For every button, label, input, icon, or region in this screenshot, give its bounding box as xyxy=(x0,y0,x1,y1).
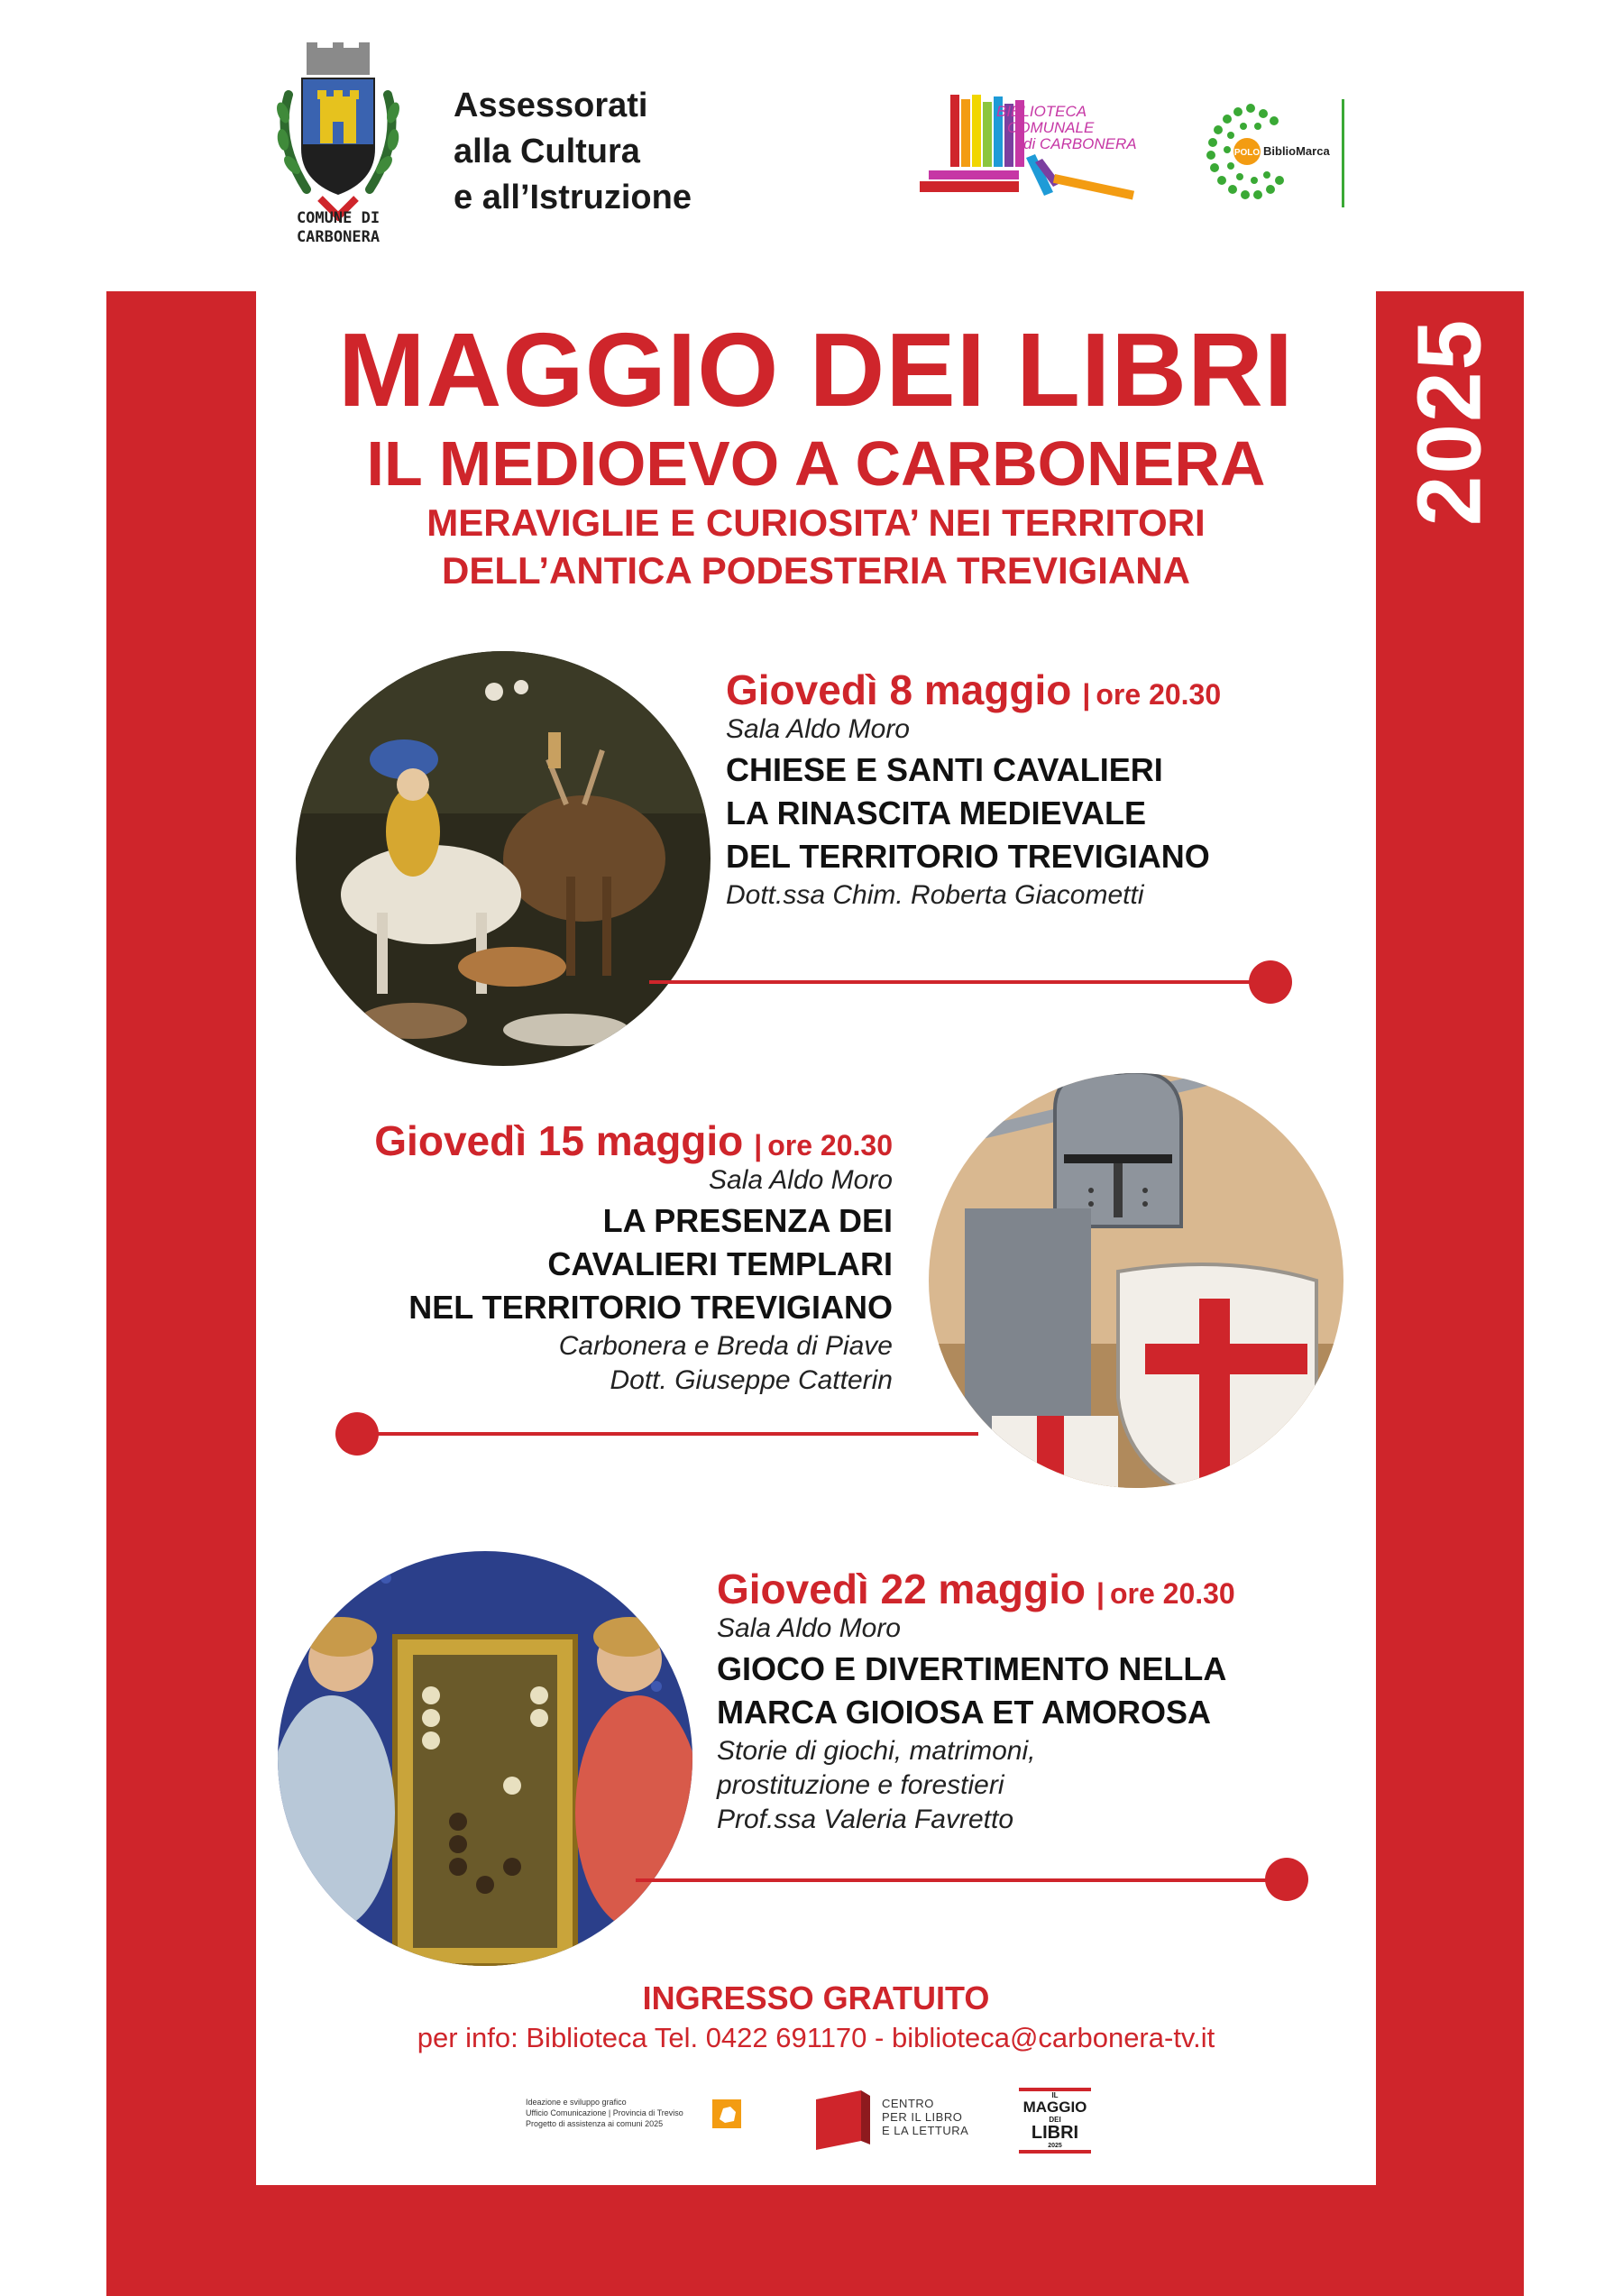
event2-title-line: NEL TERRITORIO TREVIGIANO xyxy=(408,1289,893,1326)
event1-venue: Sala Aldo Moro xyxy=(726,714,910,744)
event3-detail-line: Storie di giochi, matrimoni, xyxy=(717,1736,1036,1766)
event2-separator: | xyxy=(754,1129,763,1162)
assessorati-heading xyxy=(454,83,778,221)
main-title: MAGGIO DEI LIBRI xyxy=(338,311,1294,428)
crest-caption-line: COMUNE DI xyxy=(296,209,381,227)
event3-timeline-line xyxy=(636,1878,1285,1882)
mdl-line: LIBRI xyxy=(1031,2123,1079,2143)
event3-separator: | xyxy=(1096,1577,1105,1610)
event3-date: Giovedì 22 maggio xyxy=(717,1566,1086,1612)
maggio-dei-libri-logo xyxy=(1019,2088,1091,2154)
tagline xyxy=(256,499,1376,594)
event2-speaker: Dott. Giuseppe Catterin xyxy=(610,1365,893,1395)
event2-venue: Sala Aldo Moro xyxy=(709,1165,893,1195)
event1-block xyxy=(726,666,1375,913)
event3-detail-line: prostituzione e forestieri xyxy=(717,1770,1004,1800)
biblioteca-label xyxy=(996,104,1159,152)
event3-date-row xyxy=(717,1565,1366,1613)
event3-title-line: GIOCO E DIVERTIMENTO NELLA xyxy=(717,1650,1227,1687)
credits-line: Ideazione e sviluppo grafico xyxy=(526,2098,627,2107)
biblioteca-label-line: BIBLIOTECA xyxy=(996,103,1087,120)
event3-block xyxy=(717,1565,1366,1837)
year-vertical-label xyxy=(1378,291,1522,553)
crest-caption xyxy=(261,209,415,247)
mdl-line: 2025 xyxy=(1048,2143,1062,2149)
event3-venue: Sala Aldo Moro xyxy=(717,1613,901,1643)
cepell-label-line: E LA LETTURA xyxy=(882,2124,969,2137)
event1-painting-image xyxy=(296,651,711,1066)
event2-templar-knight-image xyxy=(929,1073,1343,1488)
mdl-line: MAGGIO xyxy=(1022,2099,1087,2116)
bibliomarca-label: BiblioMarca xyxy=(1263,144,1330,158)
crest-caption-line: CARBONERA xyxy=(296,228,381,246)
event3-timeline-dot xyxy=(1265,1858,1308,1901)
event1-date-row xyxy=(726,666,1375,714)
biblioteca-label-line: di CARBONERA xyxy=(1023,135,1137,152)
event2-title-line: CAVALIERI TEMPLARI xyxy=(547,1245,893,1282)
tagline-line: DELL’ANTICA PODESTERIA TREVIGIANA xyxy=(442,549,1190,592)
event2-detail-line: Carbonera e Breda di Piave xyxy=(558,1331,893,1361)
event3-time: ore 20.30 xyxy=(1109,1577,1235,1610)
credits-block xyxy=(526,2097,742,2129)
tagline-line: MERAVIGLIE E CURIOSITA’ NEI TERRITORI xyxy=(426,501,1206,544)
cepell-logo-icon xyxy=(816,2090,870,2150)
event1-separator: | xyxy=(1082,678,1091,711)
comune-carbonera-crest-icon xyxy=(270,41,406,221)
year-text: 2025 xyxy=(1398,317,1500,527)
polo-bibliomarca-logo-icon xyxy=(1195,99,1352,207)
assessorati-line: e all’Istruzione xyxy=(454,179,692,216)
mdl-line: DEI xyxy=(1049,2116,1061,2124)
event2-time: ore 20.30 xyxy=(767,1129,893,1162)
cepell-label-line: PER IL LIBRO xyxy=(882,2110,963,2124)
event1-date: Giovedì 8 maggio xyxy=(726,666,1072,713)
event2-block xyxy=(261,1116,893,1398)
assessorati-line: Assessorati xyxy=(454,87,648,124)
credits-line: Progetto di assistenza ai comuni 2025 xyxy=(526,2119,664,2128)
event1-timeline-line xyxy=(649,980,1271,984)
credits-line: Ufficio Comunicazione | Provincia di Treviso xyxy=(526,2108,683,2117)
assessorati-line: alla Cultura xyxy=(454,133,640,170)
mdl-line: IL xyxy=(1051,2091,1059,2099)
mdl-bottom-bar xyxy=(1019,2150,1091,2154)
event3-title-line: MARCA GIOIOSA ET AMOROSA xyxy=(717,1694,1211,1731)
event2-timeline-dot xyxy=(335,1412,379,1456)
event1-title-line: CHIESE E SANTI CAVALIERI xyxy=(726,751,1163,788)
ingresso-gratuito: INGRESSO GRATUITO xyxy=(642,1979,990,2016)
event2-date: Giovedì 15 maggio xyxy=(374,1117,744,1164)
cepell-label xyxy=(882,2097,990,2137)
event1-time: ore 20.30 xyxy=(1096,678,1222,711)
cepell-label-line: CENTRO xyxy=(882,2097,934,2110)
event1-speaker: Dott.ssa Chim. Roberta Giacometti xyxy=(726,880,1144,910)
event2-timeline-line xyxy=(356,1432,978,1436)
event1-title-line: DEL TERRITORIO TREVIGIANO xyxy=(726,838,1210,875)
biblioteca-label-line: COMUNALE xyxy=(1007,119,1095,136)
event1-timeline-dot xyxy=(1249,960,1292,1004)
provincia-treviso-icon xyxy=(712,2099,741,2128)
contact-info: per info: Biblioteca Tel. 0422 691170 - biblioteca@carbonera-tv.it xyxy=(417,2022,1215,2053)
event3-backgammon-miniature-image xyxy=(278,1551,692,1966)
polo-label: POLO xyxy=(1233,148,1261,158)
event3-speaker: Prof.ssa Valeria Favretto xyxy=(717,1805,1014,1834)
sub-title: IL MEDIOEVO A CARBONERA xyxy=(366,428,1266,499)
event1-title-line: LA RINASCITA MEDIEVALE xyxy=(726,794,1146,831)
event2-date-row xyxy=(261,1116,893,1165)
event2-title-line: LA PRESENZA DEI xyxy=(602,1202,893,1239)
